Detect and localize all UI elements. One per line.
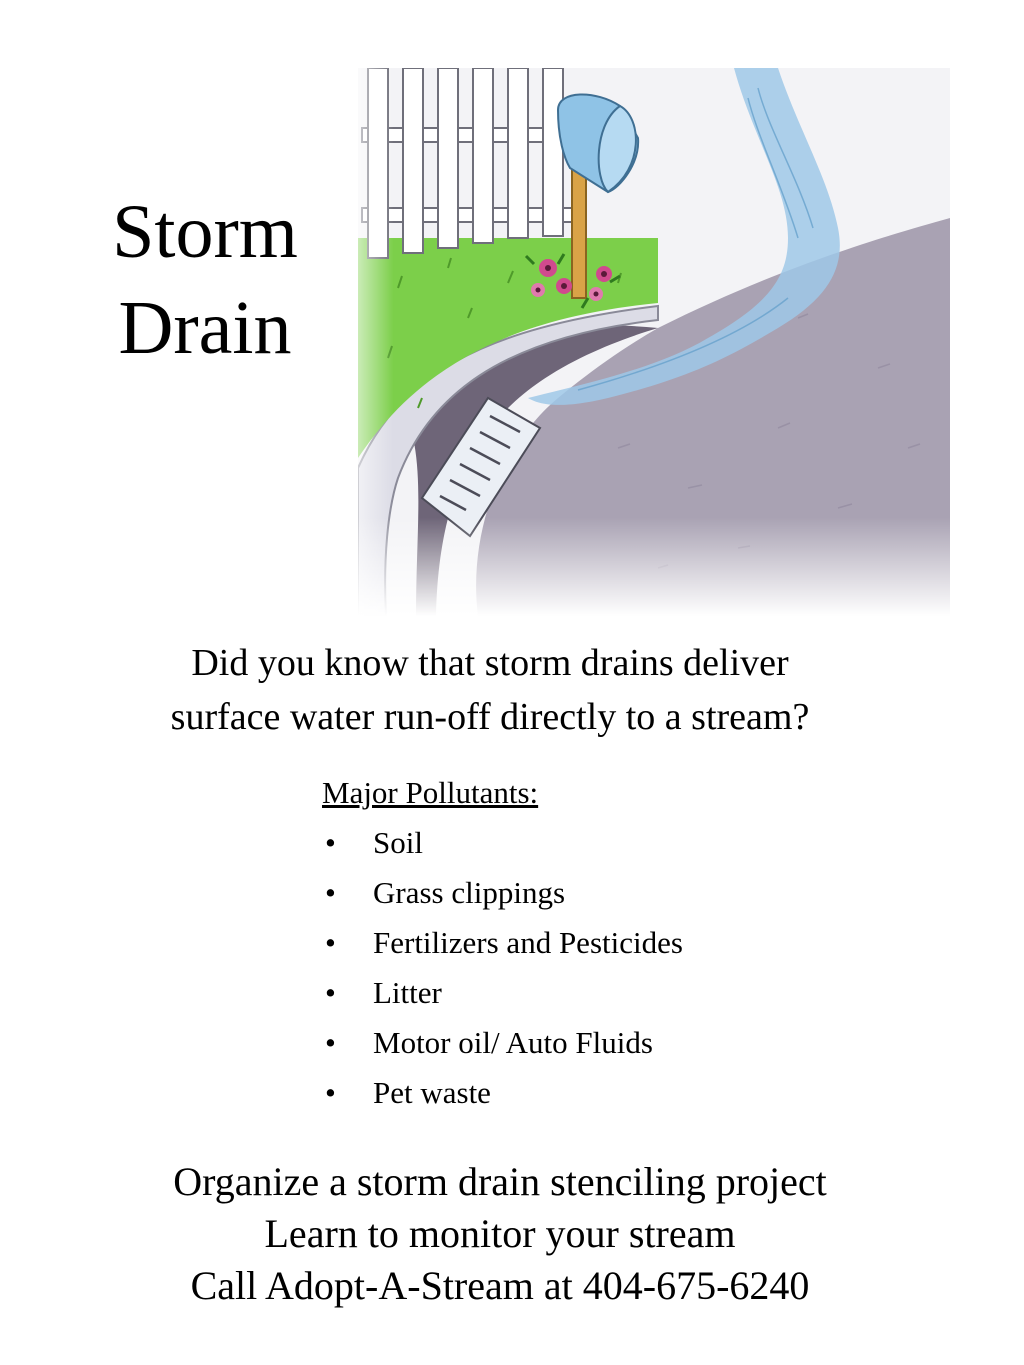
bullet-icon: • [325, 975, 336, 1010]
action-line-3: Call Adopt-A-Stream at 404-675-6240 [190, 1263, 810, 1308]
bullet-icon: • [325, 925, 336, 960]
page-title [0, 184, 410, 376]
pollutants-heading: Major Pollutants: [322, 775, 539, 810]
call-to-action [40, 1156, 960, 1312]
list-item [322, 818, 842, 868]
bullet-icon: • [325, 1025, 336, 1060]
list-item-label: Litter [373, 975, 442, 1010]
question-text [60, 636, 920, 744]
list-item-label: Soil [373, 825, 423, 860]
bullet-icon: • [325, 875, 336, 910]
action-line-2: Learn to monitor your stream [264, 1211, 736, 1256]
pollutants-list [322, 818, 842, 1118]
bullet-icon: • [325, 825, 336, 860]
list-item-label: Grass clippings [373, 875, 566, 910]
action-line-1: Organize a storm drain stenciling project [173, 1159, 827, 1204]
list-item [322, 1068, 842, 1118]
bullet-icon: • [325, 1075, 336, 1110]
question-line-2: surface water run-off directly to a stream? [170, 696, 810, 738]
title-line-1: Storm [112, 190, 298, 274]
list-item-label: Pet waste [373, 1075, 491, 1110]
title-line-2: Drain [118, 286, 292, 370]
pollutants-section [322, 768, 842, 1118]
list-item [322, 918, 842, 968]
list-item-label: Motor oil/ Auto Fluids [373, 1025, 653, 1060]
list-item-label: Fertilizers and Pesticides [373, 925, 683, 960]
question-line-1: Did you know that storm drains deliver [191, 642, 789, 684]
list-item [322, 1018, 842, 1068]
storm-drain-illustration [358, 68, 950, 616]
list-item [322, 868, 842, 918]
list-item [322, 968, 842, 1018]
